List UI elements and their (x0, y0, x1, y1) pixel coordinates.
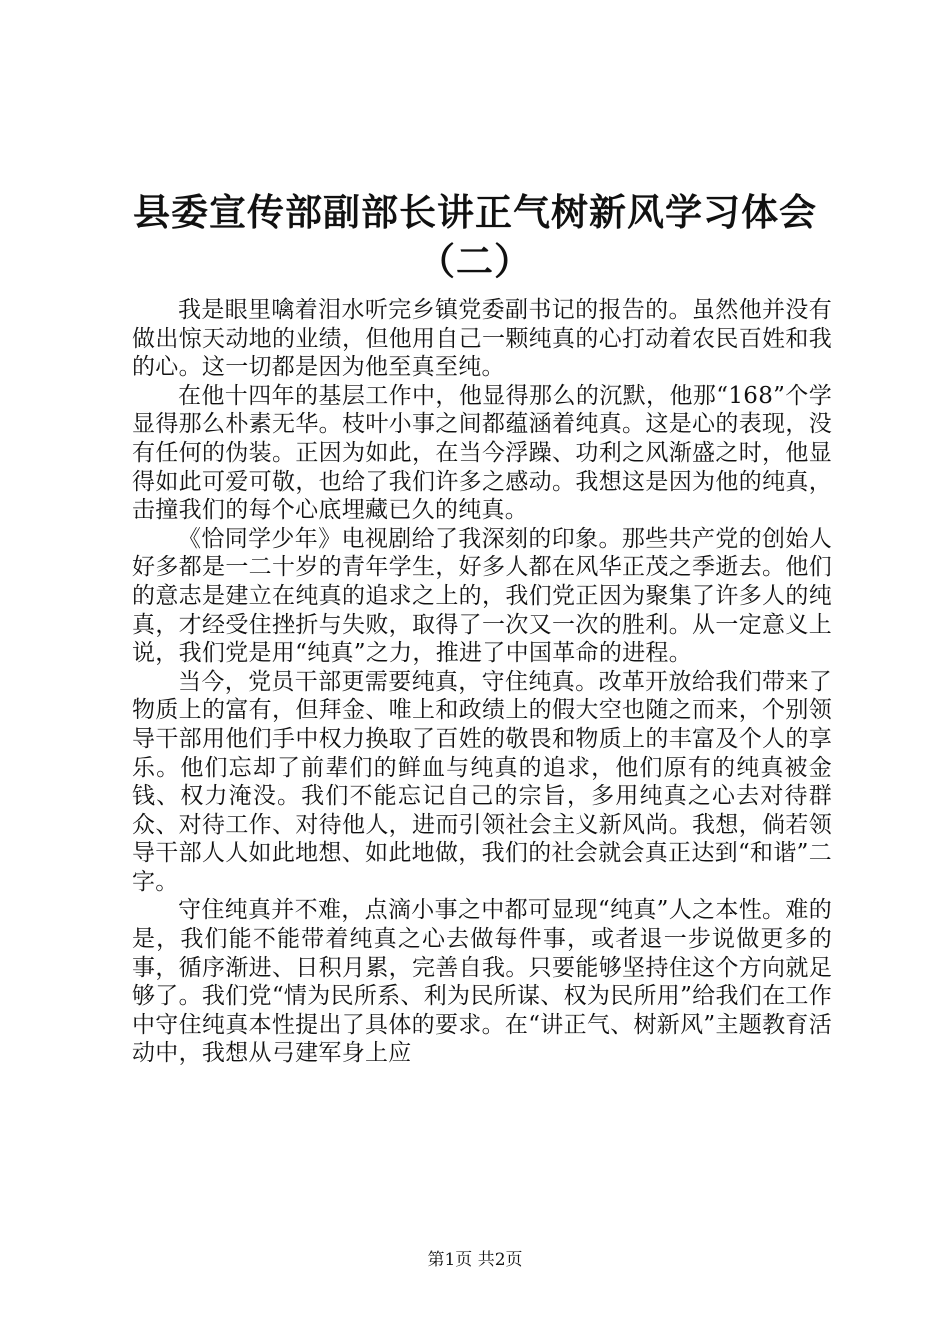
page-number: 第1页 共2页 (427, 1250, 523, 1270)
paragraph-3: 《恰同学少年》电视剧给了我深刻的印象。那些共产党的创始人好多都是一二十岁的青年学生，好多人都在风华正茂之季逝去。他们的意志是建立在纯真的追求之上的，我们党正因为聚集了许多人的纯真，才经受住挫折与失败，取得了一次又一次的胜利。从一定意义上说，我们党是用“纯真”之力，推进了中国革命的进程。 (132, 525, 832, 667)
document-body (132, 296, 832, 1068)
paragraph-5: 守住纯真并不难，点滴小事之中都可显现“纯真”人之本性。难的是，我们能不能带着纯真之心去做每件事，或者退一步说做更多的事，循序渐进、日积月累，完善自我。只要能够坚持住这个方向就足够了。我们党“情为民所系、利为民所谋、权为民所用”给我们在工作中守住纯真本性提出了具体的要求。在“讲正气、树新风”主题教育活动中，我想从弓建军身上应 (132, 897, 832, 1067)
paragraph-2: 在他十四年的基层工作中，他显得那么的沉默，他那“168”个学显得那么朴素无华。枝叶小事之间都蕴涵着纯真。这是心的表现，没有任何的伪装。正因为如此，在当今浮躁、功利之风渐盛之时，他显得如此可爱可敬，也给了我们许多之感动。我想这是因为他的纯真，击撞我们的每个心底埋藏已久的纯真。 (132, 382, 832, 524)
document-title-line-2: （二） (418, 239, 532, 283)
paragraph-1: 我是眼里噙着泪水听完乡镇党委副书记的报告的。虽然他并没有做出惊天动地的业绩，但他用自己一颗纯真的心打动着农民百姓和我的心。这一切都是因为他至真至纯。 (132, 297, 832, 381)
page-footer (0, 1245, 950, 1270)
document-title-line-1: 县委宣传部副部长讲正气树新风学习体会 (133, 190, 817, 234)
paragraph-4: 当今，党员干部更需要纯真，守住纯真。改革开放给我们带来了物质上的富有，但拜金、唯上和政绩上的假大空也随之而来，个别领导干部用他们手中权力换取了百姓的敬畏和物质上的丰富及个人的享乐。他们忘却了前辈们的鲜血与纯真的追求，他们原有的纯真被金钱、权力淹没。我们不能忘记自己的宗旨，多用纯真之心去对待群众、对待工作、对待他人，进而引领社会主义新风尚。我想，倘若领导干部人人如此地想、如此地做，我们的社会就会真正达到“和谐”二字。 (132, 668, 832, 895)
